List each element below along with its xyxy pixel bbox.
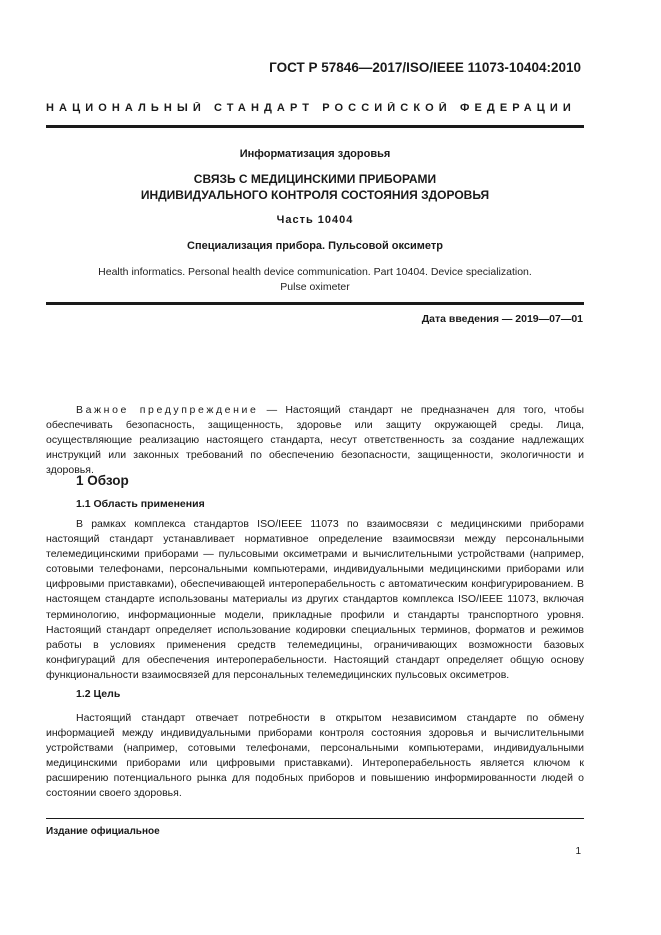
specialization-title: Специализация прибора. Пульсовой оксиметр [187, 240, 443, 252]
subject-title: Информатизация здоровья [239, 148, 391, 160]
section-1-1-paragraph [46, 517, 584, 683]
section-1-heading: 1 Обзор [76, 473, 129, 488]
main-title-line-2: ИНДИВИДУАЛЬНОГО КОНТРОЛЯ СОСТОЯНИЯ ЗДОРОВЬЯ [140, 188, 490, 202]
document-code: ГОСТ Р 57846—2017/ISO/IEEE 11073-10404:2010 [269, 60, 581, 75]
section-1-1-heading: 1.1 Область применения [76, 498, 205, 510]
english-title-line-2: Pulse oximeter [280, 281, 350, 293]
introduction-date: Дата введения — 2019—07—01 [421, 313, 583, 325]
part-number: Часть 10404 [276, 214, 354, 226]
section-1-2-paragraph [46, 711, 584, 802]
main-title-line-1: СВЯЗЬ С МЕДИЦИНСКИМИ ПРИБОРАМИ [193, 172, 437, 186]
warning-label: Важное предупреждение [76, 404, 259, 416]
english-title-line-1: Health informatics. Personal health device communication. Part 10404. Device specialization. [98, 266, 532, 278]
warning-text: — Настоящий стандарт не предназначен для того, чтобы обеспечивать безопасность, защищенность, здоровье или защиту окружающей среды. Лица, осуществляющие реализацию настоящего стандарта, несут ответственность за создание надлежащих инструкций или законных требований по обеспечению безопасности, защищенности, экологичности и здоровья. [46, 404, 584, 477]
page-number: 1 [575, 846, 581, 857]
national-standard-heading: НАЦИОНАЛЬНЫЙ СТАНДАРТ РОССИЙСКОЙ ФЕДЕРАЦИИ [46, 102, 576, 114]
section-1-2-heading: 1.2 Цель [76, 688, 121, 700]
warning-paragraph [46, 403, 584, 478]
official-edition-label: Издание официальное [46, 826, 160, 837]
section-1-2-text: Настоящий стандарт отвечает потребности в открытом независимом стандарте по обмену информацией между индивидуальными приборами контроля состояния здоровья и вычислительными устройствами (например, сотовыми телефонами, персональными компьютерами, индивидуальными медицинскими приборами или цифровыми приставками). Интероперабельность является ключом к расширению потенциального рынка для подобных приборов и повышению информированности людей о состоянии своего здоровья. [46, 712, 584, 800]
section-1-1-text: В рамках комплекса стандартов ISO/IEEE 11073 по взаимосвязи с медицинскими приборами настоящий стандарт устанавливает нормативное определение взаимосвязи между персональными телемедицинскими приборами — пульсовыми оксиметрами и вычислительными устройствами (например, сотовыми телефонами, персональными компьютерами, индивидуальными медицинскими приборами или цифровыми приставками), обеспечивающей интероперабельность с автоматическим конфигурированием. В настоящем стандарте использованы материалы из других стандартов комплекса ISO/IEEE 11073, включая терминологию, информационные модели, прикладные профили и стандарты транспортного уровня. Настоящий стандарт определяет использование кодировки специальных терминов, форматов и режимов работы в условиях применения средств телемедицины, ограничивающих возможности базовых конфигураций для обеспечения интероперабельности. Настоящий стандарт определяет общую основу функциональности взаимосвязей для персональных телемедицинских пульсовых оксиметров. [46, 518, 584, 681]
title-divider [46, 302, 584, 305]
top-divider [46, 125, 584, 128]
footer-divider [46, 818, 584, 819]
